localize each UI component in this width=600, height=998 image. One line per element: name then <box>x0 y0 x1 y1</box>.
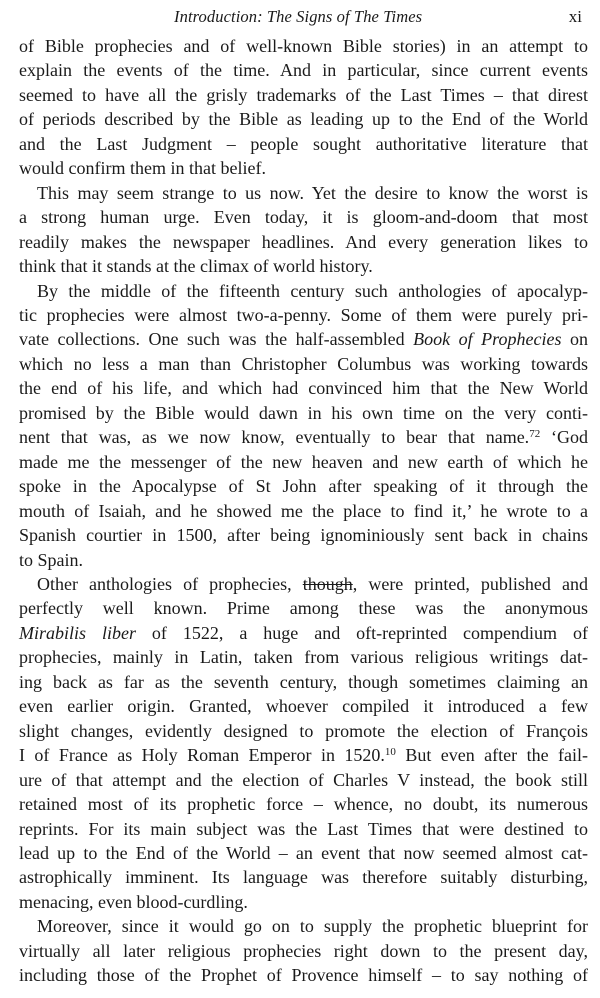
text-line: ure of that attempt and the election of Charles V instead, the book still <box>19 769 588 790</box>
text-run: vate collections. One such was the half-assembled <box>19 329 414 350</box>
book-title: Mirabilis liber <box>19 622 136 643</box>
text-line: reprints. For its main subject was the Last Times that were destined to <box>19 818 588 839</box>
text-line <box>19 572 588 596</box>
text-line: spoke in the Apocalypse of St John after speaking of it through the <box>19 476 588 497</box>
paragraph-4 <box>19 572 588 914</box>
text-run: Other anthologies of prophecies, <box>37 573 303 594</box>
footnote-ref-10: 10 <box>384 746 396 759</box>
text-line: the end of his life, and which had convinced him that the New World <box>19 378 588 399</box>
text-line <box>19 425 588 449</box>
text-line: Moreover, since it would go on to supply the prophetic blueprint for <box>37 916 588 937</box>
text-run: But even after the fail- <box>395 745 588 766</box>
text-line: retained most of its prophetic force – whence, no doubt, its numerous <box>19 794 588 815</box>
text-line: readily makes the newspaper headlines. And every generation likes to <box>19 231 588 252</box>
text-run: , were printed, published and <box>352 573 588 594</box>
text-line: explain the events of the time. And in particular, since current events <box>19 60 588 81</box>
paragraph-3 <box>19 279 588 572</box>
struck-word: though <box>302 573 353 594</box>
text-line: mouth of Isaiah, and he showed me the place to find it,’ he wrote to a <box>19 500 588 521</box>
text-line: ing back as far as the seventh century, though sometimes claiming an <box>19 671 588 692</box>
text-line: of periods described by the Bible as leading up to the End of the World <box>19 109 588 130</box>
text-line: made me the messenger of the new heaven and new earth of which he <box>19 451 588 472</box>
paragraph-5 <box>19 914 588 987</box>
running-head <box>0 4 600 28</box>
text-run: on <box>561 329 588 350</box>
text-line: menacing, even blood-curdling. <box>19 891 248 912</box>
text-line: think that it stands at the climax of world history. <box>19 256 373 277</box>
book-title: Book of Prophecies <box>413 329 562 350</box>
paragraph-1 <box>19 34 588 181</box>
body-text <box>19 34 588 988</box>
text-line: of Bible prophecies and of well-known Bible stories) in an attempt to <box>19 36 588 56</box>
text-line <box>19 327 588 351</box>
text-line: perfectly well known. Prime among these was the anonymous <box>19 598 588 619</box>
page-number: xi <box>568 7 582 26</box>
text-line <box>19 621 588 645</box>
text-run: nent that was, as we now know, eventually to bear that name. <box>19 427 530 448</box>
paragraph-2 <box>19 181 588 279</box>
text-line: This may seem strange to us now. Yet the desire to know the worst is <box>37 182 588 203</box>
text-line: a strong human urge. Even today, it is gloom-and-doom that most <box>19 207 588 228</box>
text-line: would confirm them in that belief. <box>19 158 266 179</box>
text-line: seemed to have all the grisly trademarks of the Last Times – that direst <box>19 84 588 105</box>
text-line <box>19 743 588 767</box>
text-line: Spanish courtier in 1500, after being ignominiously sent back in chains <box>19 525 588 546</box>
text-line: By the middle of the fifteenth century such anthologies of apocalyp- <box>37 280 588 301</box>
text-line: tic prophecies were almost two-a-penny. Some of them were purely pri- <box>19 304 588 325</box>
text-line: astrophically imminent. Its language was therefore suitably disturbing, <box>19 867 588 888</box>
text-line: slight changes, evidently designed to promote the election of François <box>19 720 588 741</box>
text-line: which no less a man than Christopher Columbus was working towards <box>19 353 588 374</box>
text-line: promised by the Bible would dawn in his own time on the very conti- <box>19 402 588 423</box>
text-line: even earlier origin. Granted, whoever compiled it introduced a few <box>19 696 588 717</box>
text-line: virtually all later religious prophecies right down to the present day, <box>19 940 588 961</box>
text-run: ‘God <box>540 427 588 448</box>
text-line: lead up to the End of the World – an event that now seemed almost cat- <box>19 842 588 863</box>
text-line: to Spain. <box>19 549 84 570</box>
text-line: including those of the Prophet of Provence himself – to say nothing of <box>19 965 588 986</box>
running-title: Introduction: The Signs of The Times <box>174 7 423 26</box>
text-run: of 1522, a huge and oft-reprinted compendium of <box>135 622 588 643</box>
footnote-ref-72: 72 <box>529 428 541 441</box>
text-run: I of France as Holy Roman Emperor in 1520. <box>19 745 385 766</box>
text-line: and the Last Judgment – people sought authoritative literature that <box>19 133 588 154</box>
text-line: prophecies, mainly in Latin, taken from various religious writings dat- <box>19 647 588 668</box>
